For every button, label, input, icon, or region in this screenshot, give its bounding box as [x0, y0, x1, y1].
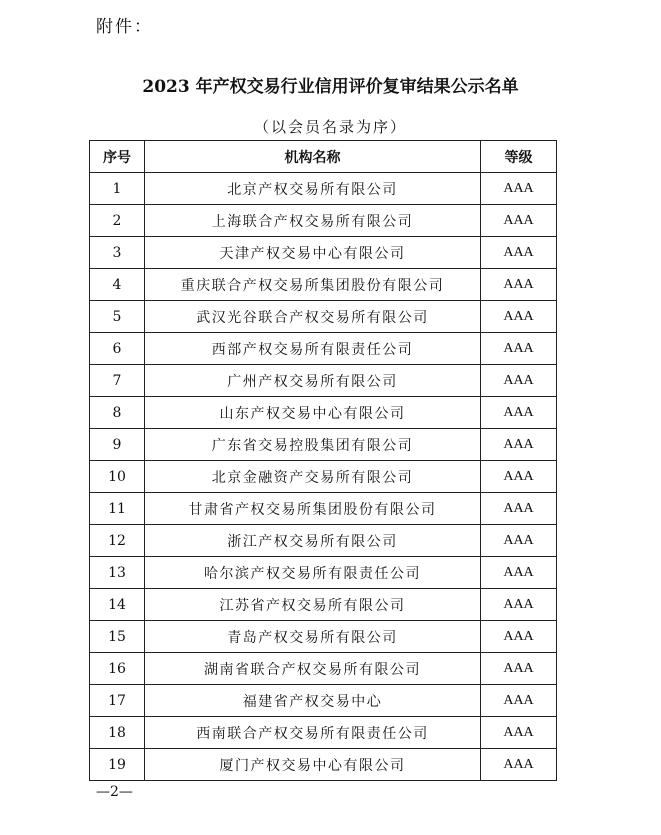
- table-row: [90, 429, 557, 461]
- org-name: 广州产权交易所有限公司: [145, 365, 481, 397]
- grade-value: AAA: [481, 557, 557, 589]
- table-row: [90, 333, 557, 365]
- column-header-org-name: 机构名称: [145, 141, 481, 173]
- row-number: 13: [90, 557, 145, 589]
- org-name: 天津产权交易中心有限公司: [145, 237, 481, 269]
- column-header-number: 序号: [90, 141, 145, 173]
- row-number: 11: [90, 493, 145, 525]
- org-name: 江苏省产权交易所有限公司: [145, 589, 481, 621]
- row-number: 12: [90, 525, 145, 557]
- table-row: [90, 205, 557, 237]
- org-name: 西南联合产权交易所有限责任公司: [145, 717, 481, 749]
- row-number: 14: [90, 589, 145, 621]
- table-row: [90, 589, 557, 621]
- grade-value: AAA: [481, 685, 557, 717]
- org-name: 重庆联合产权交易所集团股份有限公司: [145, 269, 481, 301]
- row-number: 18: [90, 717, 145, 749]
- row-number: 1: [90, 173, 145, 205]
- table-header-row: [90, 141, 557, 173]
- table-row: [90, 685, 557, 717]
- table-body: [90, 173, 557, 781]
- table-row: [90, 557, 557, 589]
- table-row: [90, 717, 557, 749]
- grade-value: AAA: [481, 205, 557, 237]
- grade-value: AAA: [481, 461, 557, 493]
- grade-value: AAA: [481, 301, 557, 333]
- grade-value: AAA: [481, 621, 557, 653]
- document-subtitle: （以会员名录为序）: [253, 118, 407, 136]
- org-name: 山东产权交易中心有限公司: [145, 397, 481, 429]
- table-row: [90, 461, 557, 493]
- table-row: [90, 493, 557, 525]
- grade-value: AAA: [481, 333, 557, 365]
- row-number: 4: [90, 269, 145, 301]
- org-name: 哈尔滨产权交易所有限责任公司: [145, 557, 481, 589]
- table-row: [90, 173, 557, 205]
- table-row: [90, 237, 557, 269]
- rating-table: [89, 140, 557, 781]
- grade-value: AAA: [481, 269, 557, 301]
- org-name: 湖南省联合产权交易所有限公司: [145, 653, 481, 685]
- org-name: 甘肃省产权交易所集团股份有限公司: [145, 493, 481, 525]
- grade-value: AAA: [481, 493, 557, 525]
- org-name: 青岛产权交易所有限公司: [145, 621, 481, 653]
- row-number: 19: [90, 749, 145, 781]
- column-header-grade: 等级: [481, 141, 557, 173]
- org-name: 广东省交易控股集团有限公司: [145, 429, 481, 461]
- row-number: 3: [90, 237, 145, 269]
- row-number: 6: [90, 333, 145, 365]
- grade-value: AAA: [481, 173, 557, 205]
- table-row: [90, 301, 557, 333]
- table-row: [90, 621, 557, 653]
- grade-value: AAA: [481, 749, 557, 781]
- row-number: 9: [90, 429, 145, 461]
- grade-value: AAA: [481, 397, 557, 429]
- table-row: [90, 653, 557, 685]
- org-name: 浙江产权交易所有限公司: [145, 525, 481, 557]
- page-number: —2—: [96, 784, 133, 800]
- row-number: 2: [90, 205, 145, 237]
- org-name: 厦门产权交易中心有限公司: [145, 749, 481, 781]
- table-row: [90, 269, 557, 301]
- row-number: 15: [90, 621, 145, 653]
- row-number: 5: [90, 301, 145, 333]
- row-number: 16: [90, 653, 145, 685]
- grade-value: AAA: [481, 237, 557, 269]
- org-name: 福建省产权交易中心: [145, 685, 481, 717]
- org-name: 西部产权交易所有限责任公司: [145, 333, 481, 365]
- grade-value: AAA: [481, 429, 557, 461]
- table-row: [90, 365, 557, 397]
- table-row: [90, 749, 557, 781]
- row-number: 17: [90, 685, 145, 717]
- org-name: 北京金融资产交易所有限公司: [145, 461, 481, 493]
- grade-value: AAA: [481, 589, 557, 621]
- grade-value: AAA: [481, 653, 557, 685]
- org-name: 武汉光谷联合产权交易所有限公司: [145, 301, 481, 333]
- row-number: 10: [90, 461, 145, 493]
- org-name: 上海联合产权交易所有限公司: [145, 205, 481, 237]
- table-row: [90, 525, 557, 557]
- attachment-label: 附件：: [96, 17, 153, 37]
- grade-value: AAA: [481, 717, 557, 749]
- grade-value: AAA: [481, 365, 557, 397]
- table-row: [90, 397, 557, 429]
- grade-value: AAA: [481, 525, 557, 557]
- document-title: 2023 年产权交易行业信用评价复审结果公示名单: [142, 77, 519, 97]
- row-number: 7: [90, 365, 145, 397]
- org-name: 北京产权交易所有限公司: [145, 173, 481, 205]
- row-number: 8: [90, 397, 145, 429]
